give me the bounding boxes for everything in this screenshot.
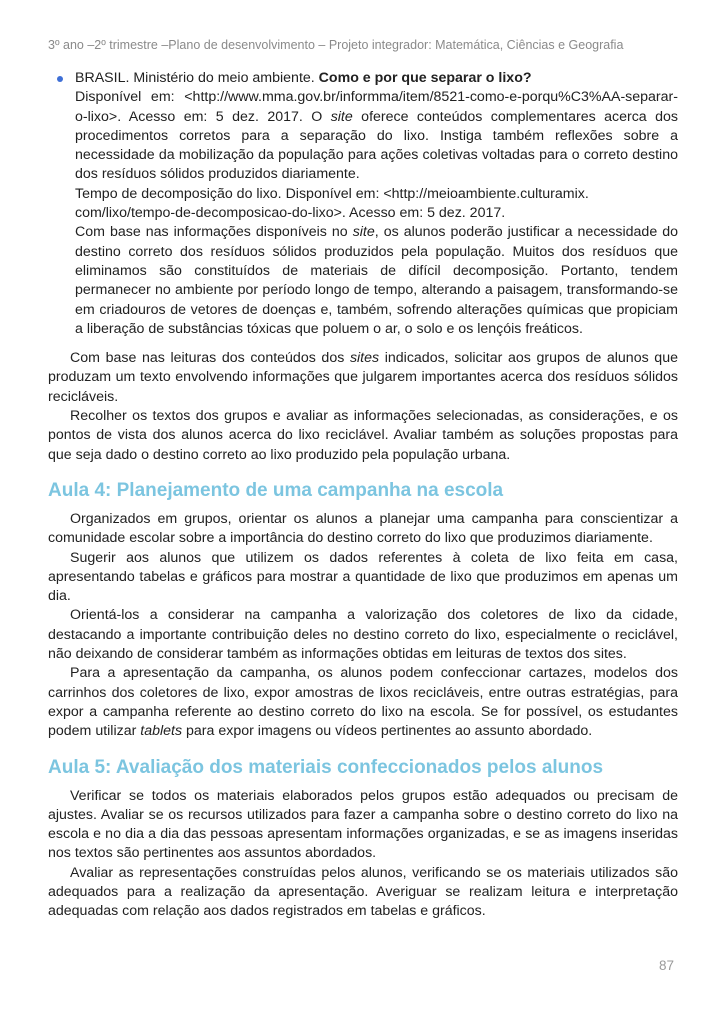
running-header: 3º ano –2º trimestre –Plano de desenvolvimento – Projeto integrador: Matemática, Ciências e Geografia <box>48 38 624 52</box>
intro-paragraph: Recolher os textos dos grupos e avaliar as informações selecionadas, as considerações, e os pontos de vista dos alunos acerca do lixo reciclável. Avaliar também as soluções propostas para que seja dado o destino correto ao lixo produzido pela população urbana. <box>48 408 678 463</box>
aula4-paragraph: Organizados em grupos, orientar os alunos a planejar uma campanha para conscientizar a comunidade escolar sobre a importância do destino correto do lixo que produzimos diariamente. <box>48 510 678 547</box>
section-title-aula5: Aula 5: Avaliação dos materiais confeccionados pelos alunos <box>48 756 604 778</box>
aula5-paragraph: Verificar se todos os materiais elaborados pelos grupos estão adequados ou precisam de ajustes. Avaliar se os recursos utilizados para fazer a campanha sobre o destino correto do lixo na escola e no dia a dia das pessoas apresentam informações organizadas, e se as imagens inseridas nos textos são pertinentes aos assuntos abordados. <box>48 787 678 862</box>
aula4-paragraph: Sugerir aos alunos que utilizem os dados referentes à coleta de lixo feita em casa, apresentando tabelas e gráficos para mostrar a quantidade de lixo que produzimos em apenas um dia. <box>48 549 678 605</box>
aula4-paragraph: Para a apresentação da campanha, os alunos podem confeccionar cartazes, modelos dos carrinhos dos coletores de lixo, expor amostras de lixos recicláveis, entre outras estratégias, para expor a campanha referente ao destino correto do lixo na escola. Se for possível, os estudantes podem utilizar tablets para expor imagens ou vídeos pertinentes ao assunto abordado. <box>48 665 678 740</box>
aula4-paragraph: Orientá-los a considerar na campanha a valorização dos coletores de lixo da cidade, destacando a importante contribuição deles no destino correto do lixo, especialmente o reciclável, não deixando de considerar também as informações obtidas em leituras de textos dos sites. <box>48 607 678 663</box>
reference-list <box>48 69 678 339</box>
bullet-icon <box>57 76 63 82</box>
page-number: 87 <box>658 958 674 973</box>
reference-text: BRASIL. Ministério do meio ambiente. Como e por que separar o lixo? Disponível em: <http://www.mma.gov.br/informma/item/8521-como-e-porqu%C3%AA-separar-o-lixo>. Acesso em: 5 dez. 2017. O site oferece conteúdos complementares acerca dos procedimentos corretos para a separação do lixo. Instiga também reflexões sobre a necessidade da mobilização da população para ações coletivas voltadas para o correto destino dos resíduos sólidos produzidos diariamente. Tempo de decomposição do lixo. Disponível em: <http://meioambiente.culturamix. com/lixo/tempo-de-decomposicao-do-lixo>. Acesso em: 5 dez. 2017. Com base nas informações disponíveis no site, os alunos poderão justificar a necessidade do destino correto dos resíduos sólidos produzidos pela população. Muitos dos resíduos que eliminamos são constituídos de materiais de difícil decomposição. Portanto, tendem permanecer no ambiente por período longo de tempo, alterando a paisagem, transformando-se em criadouros de vetores de doenças e, também, sofrendo alterações químicas que propiciam a liberação de substâncias tóxicas que poluem o ar, o solo e os lençóis freáticos. <box>75 70 678 337</box>
section-title-aula4: Aula 4: Planejamento de uma campanha na escola <box>48 479 504 501</box>
aula5-paragraph: Avaliar as representações construídas pelos alunos, verificando se os materiais utilizados são adequados para a realização da apresentação. Averiguar se realizam leitura e interpretação adequadas com relação aos dados registrados em tabelas e gráficos. <box>48 864 678 920</box>
intro-paragraph: Com base nas leituras dos conteúdos dos sites indicados, solicitar aos grupos de alunos que produzam um texto envolvendo informações que julgarem importantes acerca dos resíduos sólidos recicláveis. <box>48 350 678 405</box>
reference-item <box>48 69 678 339</box>
